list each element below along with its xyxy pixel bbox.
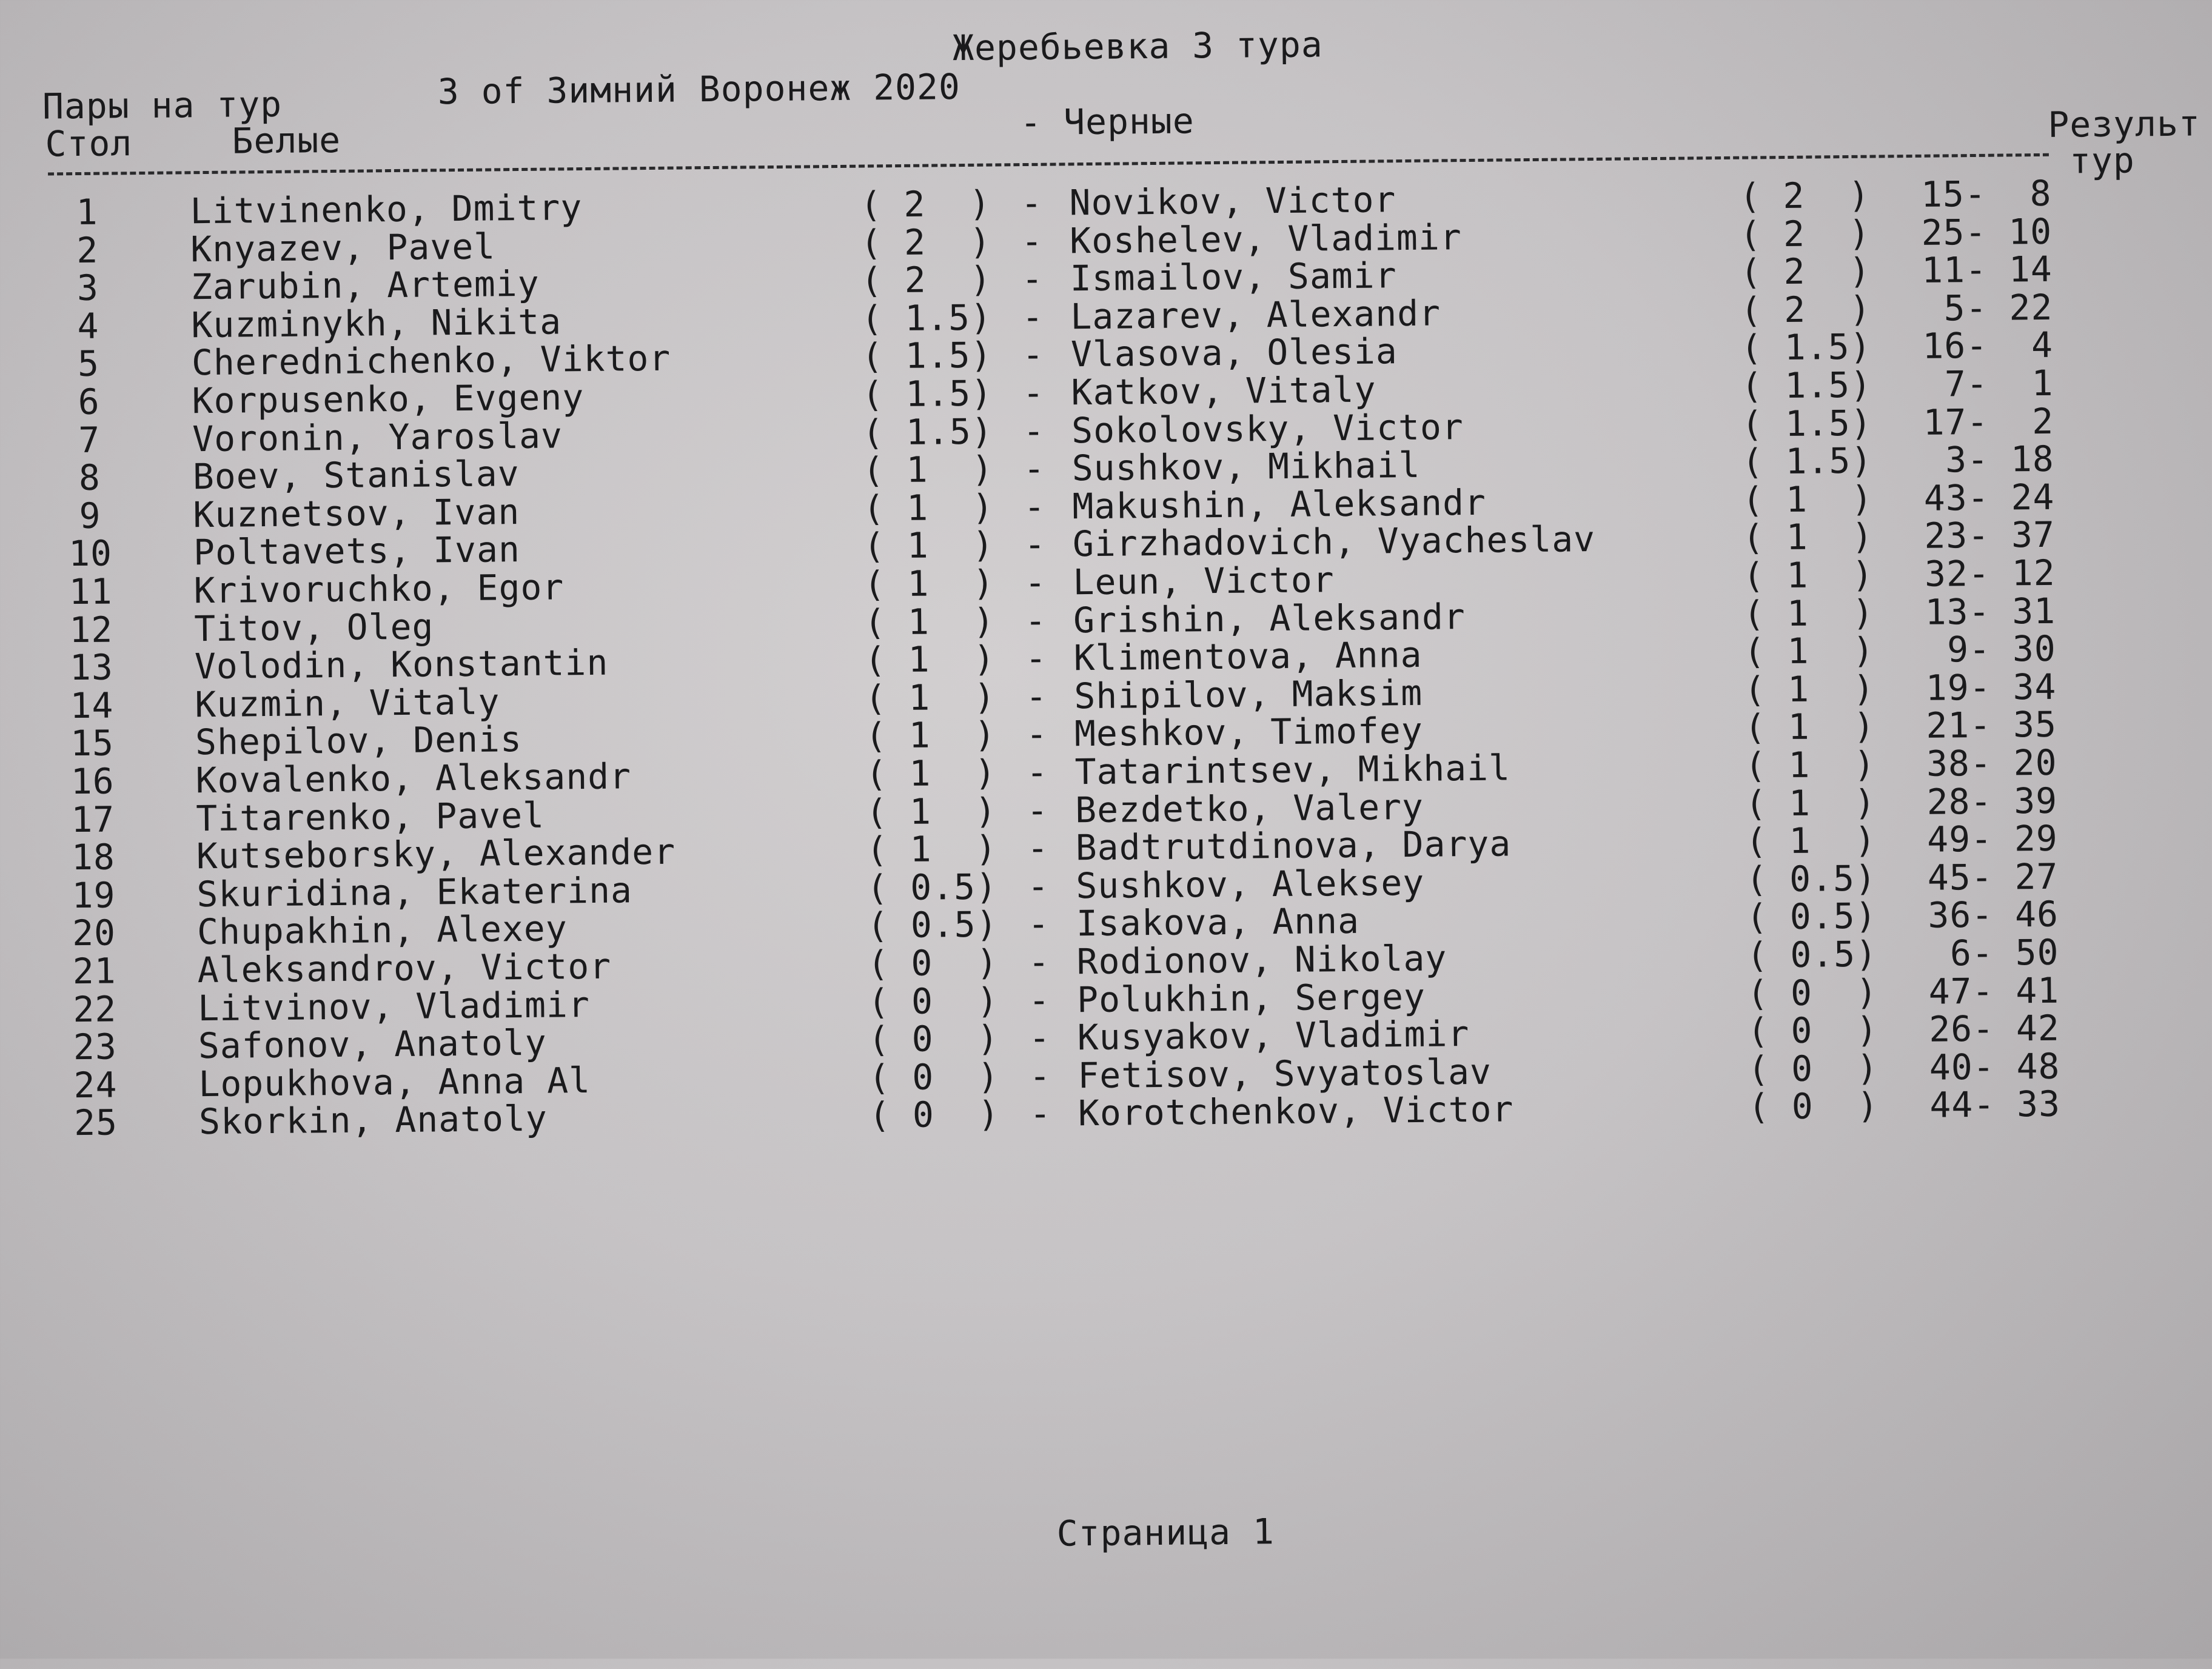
pairing-numbers: 5- 22	[1943, 286, 2053, 329]
pairing-numbers: 16- 4	[1922, 324, 2054, 367]
white-points: ( 1 )	[863, 486, 994, 529]
board-number: 10	[68, 532, 113, 575]
black-points: ( 1 )	[1744, 743, 1876, 786]
black-player: Polukhin, Sergey	[1076, 975, 1426, 1021]
black-player: Klimentova, Anna	[1073, 634, 1423, 679]
board-number: 4	[77, 305, 99, 347]
board-number: 24	[73, 1064, 118, 1106]
black-points: ( 1 )	[1742, 478, 1874, 521]
white-player: Boev, Stanislav	[192, 453, 520, 498]
board-number: 25	[73, 1102, 118, 1144]
black-player: Badtrutdinova, Darya	[1075, 823, 1512, 869]
white-points: ( 1 )	[864, 638, 996, 681]
white-player: Aleksandrov, Victor	[197, 945, 612, 991]
board-number: 3	[76, 267, 99, 309]
white-player: Chupakhin, Alexey	[196, 908, 568, 953]
vs-dash: -	[1024, 523, 1047, 566]
white-player: Volodin, Konstantin	[194, 641, 609, 687]
vs-dash: -	[1021, 220, 1044, 263]
vs-dash: -	[1027, 865, 1050, 908]
white-points: ( 0 )	[867, 980, 999, 1023]
vs-dash: -	[1025, 675, 1048, 718]
vs-dash: -	[1024, 486, 1046, 528]
white-points: ( 1 )	[865, 790, 997, 833]
vs-dash: -	[1024, 561, 1047, 604]
black-player: Korotchenkov, Victor	[1078, 1088, 1514, 1134]
white-points: ( 0 )	[868, 1093, 1000, 1136]
white-player: Litvinenko, Dmitry	[190, 187, 583, 232]
board-number: 8	[78, 457, 101, 499]
pairing-numbers: 23- 37	[1924, 513, 2056, 557]
black-player: Tatarintsev, Mikhail	[1074, 747, 1511, 793]
column-header-round: тур	[2069, 139, 2136, 182]
black-points: ( 1 )	[1742, 515, 1874, 558]
white-points: ( 1 )	[865, 752, 997, 795]
pairing-numbers: 15- 8	[1920, 172, 2052, 215]
black-points: ( 1 )	[1743, 629, 1875, 672]
pairing-numbers: 17- 2	[1923, 400, 2054, 443]
pairing-numbers: 49- 29	[1926, 817, 2059, 860]
black-player: Sokolovsky, Victor	[1071, 406, 1464, 452]
white-player: Kovalenko, Aleksandr	[195, 755, 632, 801]
white-points: ( 1 )	[862, 448, 994, 491]
pairing-numbers: 38- 20	[1926, 741, 2057, 784]
board-number: 23	[73, 1026, 118, 1068]
black-points: ( 0.5)	[1746, 857, 1877, 900]
vs-dash: -	[1023, 447, 1046, 490]
column-header-board: Стол	[45, 122, 133, 165]
pairing-numbers: 28- 39	[1926, 780, 2058, 823]
white-player: Kuzminykh, Nikita	[191, 301, 562, 346]
board-number: 20	[72, 912, 116, 954]
white-player: Lopukhova, Anna Al	[198, 1059, 591, 1105]
white-player: Shepilov, Denis	[195, 718, 523, 763]
black-player: Koshelev, Vladimir	[1069, 216, 1463, 262]
black-points: ( 2 )	[1740, 288, 1872, 331]
vs-dash: -	[1026, 751, 1048, 794]
board-number: 12	[69, 609, 113, 651]
white-points: ( 0 )	[868, 1017, 999, 1060]
white-points: ( 1 )	[865, 714, 996, 757]
black-player: Ismailov, Samir	[1070, 255, 1397, 299]
vs-dash: -	[1021, 258, 1044, 300]
white-player: Voronin, Yaroslav	[192, 415, 563, 460]
vs-dash: -	[1028, 941, 1050, 983]
white-player: Kutseborsky, Alexander	[196, 831, 676, 877]
board-number: 17	[71, 798, 115, 841]
pairing-numbers: 26- 42	[1928, 1007, 2060, 1050]
pairing-numbers: 3- 18	[1945, 438, 2055, 481]
black-player: Vlasova, Olesia	[1070, 330, 1398, 375]
column-header-black: - Черные	[1020, 100, 1195, 144]
tournament-info: 3 of Зимний Воронеж 2020	[437, 66, 961, 113]
white-points: ( 2 )	[860, 258, 992, 301]
white-points: ( 1.5)	[861, 296, 993, 339]
black-points: ( 0.5)	[1746, 933, 1878, 976]
board-number: 9	[79, 495, 101, 537]
white-points: ( 0.5)	[866, 866, 998, 909]
board-number: 13	[69, 646, 114, 689]
board-number: 16	[70, 760, 115, 803]
white-player: Skuridina, Ekaterina	[196, 869, 633, 915]
pairing-numbers: 45- 27	[1927, 855, 2059, 898]
board-number: 14	[70, 684, 114, 727]
board-number: 21	[72, 950, 116, 992]
board-number: 5	[77, 343, 100, 385]
white-points: ( 2 )	[860, 182, 991, 226]
black-points: ( 0 )	[1748, 1047, 1879, 1090]
vs-dash: -	[1029, 1055, 1051, 1097]
vs-dash: -	[1028, 979, 1051, 1022]
black-points: ( 1.5)	[1741, 364, 1872, 407]
black-points: ( 0 )	[1746, 971, 1879, 1014]
white-player: Titov, Oleg	[193, 606, 434, 650]
column-header-white: Белые	[232, 119, 341, 162]
vs-dash: -	[1022, 296, 1044, 338]
vs-dash: -	[1022, 372, 1045, 414]
white-points: ( 1 )	[863, 562, 995, 605]
white-points: ( 1.5)	[862, 372, 993, 415]
white-points: ( 0.5)	[866, 903, 998, 946]
vs-dash: -	[1029, 1092, 1052, 1135]
vs-dash: -	[1027, 903, 1050, 945]
black-points: ( 0.5)	[1746, 895, 1877, 938]
pairing-numbers: 36- 46	[1928, 893, 2059, 936]
black-points: ( 2 )	[1740, 250, 1871, 293]
vs-dash: -	[1027, 827, 1050, 869]
board-number: 2	[76, 229, 99, 272]
pairing-numbers: 32- 12	[1924, 552, 2056, 595]
black-player: Fetisov, Svyatoslav	[1078, 1051, 1492, 1097]
black-points: ( 2 )	[1739, 174, 1871, 217]
board-number: 15	[70, 722, 115, 764]
board-number: 19	[72, 874, 116, 917]
white-points: ( 0 )	[867, 942, 999, 985]
page-number: Страница 1	[1056, 1511, 1275, 1554]
black-player: Isakova, Anna	[1076, 900, 1360, 945]
white-points: ( 0 )	[868, 1055, 1000, 1099]
black-points: ( 1.5)	[1741, 440, 1873, 483]
pairing-numbers: 43- 24	[1923, 476, 2055, 519]
white-player: Korpusenko, Evgeny	[192, 376, 585, 422]
black-points: ( 1.5)	[1740, 326, 1872, 369]
board-number: 11	[69, 570, 113, 613]
pairing-numbers: 44- 33	[1929, 1083, 2061, 1126]
black-points: ( 0 )	[1747, 1009, 1879, 1052]
black-player: Sushkov, Aleksey	[1076, 861, 1425, 907]
vs-dash: -	[1025, 713, 1048, 755]
white-player: Skorkin, Anatoly	[198, 1097, 548, 1143]
black-player: Shipilov, Maksim	[1074, 672, 1423, 717]
board-number: 22	[73, 988, 117, 1031]
white-player: Poltavets, Ivan	[193, 529, 521, 574]
black-player: Novikov, Victor	[1069, 179, 1396, 224]
header-divider	[48, 153, 2049, 176]
board-number: 18	[71, 836, 116, 878]
white-points: ( 1.5)	[861, 334, 993, 377]
black-player: Kusyakov, Vladimir	[1077, 1013, 1470, 1059]
pairing-numbers: 13- 31	[1925, 590, 2056, 633]
black-player: Lazarev, Alexandr	[1070, 292, 1441, 338]
white-player: Litvinov, Vladimir	[197, 983, 591, 1029]
black-player: Girzhadovich, Vyacheslav	[1072, 518, 1596, 565]
pairing-numbers: 11- 14	[1921, 248, 2053, 291]
white-points: ( 1 )	[865, 676, 996, 719]
pairing-numbers: 6- 50	[1949, 931, 2059, 974]
black-points: ( 1 )	[1744, 667, 1875, 711]
column-header-result: Результ	[2048, 102, 2201, 145]
pairing-numbers: 25- 10	[1921, 210, 2053, 253]
black-player: Bezdetko, Valery	[1074, 786, 1424, 831]
white-player: Kuzmin, Vitaly	[195, 681, 500, 726]
black-points: ( 1 )	[1744, 781, 1877, 824]
black-points: ( 2 )	[1739, 212, 1871, 255]
black-points: ( 0 )	[1748, 1085, 1879, 1128]
pairing-numbers: 9- 30	[1946, 627, 2057, 671]
pairing-numbers: 40- 48	[1929, 1045, 2060, 1088]
white-points: ( 1 )	[863, 600, 996, 643]
black-player: Katkov, Vitaly	[1071, 369, 1376, 413]
black-points: ( 1.5)	[1741, 402, 1872, 445]
black-points: ( 1 )	[1744, 705, 1875, 748]
white-player: Knyazev, Pavel	[190, 226, 496, 270]
white-player: Zarubin, Artemiy	[190, 263, 540, 308]
document-title: Жеребьевка 3 тура	[952, 24, 1324, 69]
white-player: Krivoruchko, Egor	[193, 566, 565, 612]
black-points: ( 1 )	[1743, 592, 1875, 635]
vs-dash: -	[1025, 637, 1048, 680]
white-points: ( 1 )	[866, 828, 997, 871]
board-number: 1	[76, 191, 98, 233]
black-player: Rodionov, Nikolay	[1076, 937, 1447, 983]
white-player: Titarenko, Pavel	[195, 794, 545, 840]
white-points: ( 2 )	[860, 221, 992, 264]
black-player: Leun, Victor	[1073, 559, 1335, 603]
pairing-numbers: 19- 34	[1925, 666, 2057, 709]
board-number: 7	[78, 419, 101, 461]
white-player: Cherednichenko, Viktor	[191, 337, 671, 384]
black-player: Makushin, Aleksandr	[1072, 481, 1487, 527]
pairing-numbers: 47- 41	[1928, 969, 2060, 1012]
board-number: 6	[78, 381, 100, 423]
black-points: ( 1 )	[1743, 554, 1874, 597]
white-player: Safonov, Anatoly	[198, 1022, 547, 1067]
vs-dash: -	[1022, 333, 1045, 376]
vs-dash: -	[1028, 1017, 1051, 1059]
black-points: ( 1 )	[1745, 819, 1877, 862]
vs-dash: -	[1024, 600, 1047, 642]
pairing-numbers: 7- 1	[1944, 362, 2054, 405]
black-player: Sushkov, Mikhail	[1071, 444, 1421, 489]
vs-dash: -	[1021, 182, 1043, 224]
vs-dash: -	[1022, 410, 1045, 452]
vs-dash: -	[1026, 789, 1049, 832]
white-points: ( 1 )	[863, 524, 994, 567]
pairs-label: Пары на тур	[42, 83, 283, 127]
pairing-numbers: 21- 35	[1926, 703, 2057, 746]
black-player: Meshkov, Timofey	[1074, 709, 1424, 755]
black-player: Grishin, Aleksandr	[1073, 596, 1466, 641]
white-points: ( 1.5)	[862, 410, 994, 453]
white-player: Kuznetsov, Ivan	[193, 491, 520, 536]
